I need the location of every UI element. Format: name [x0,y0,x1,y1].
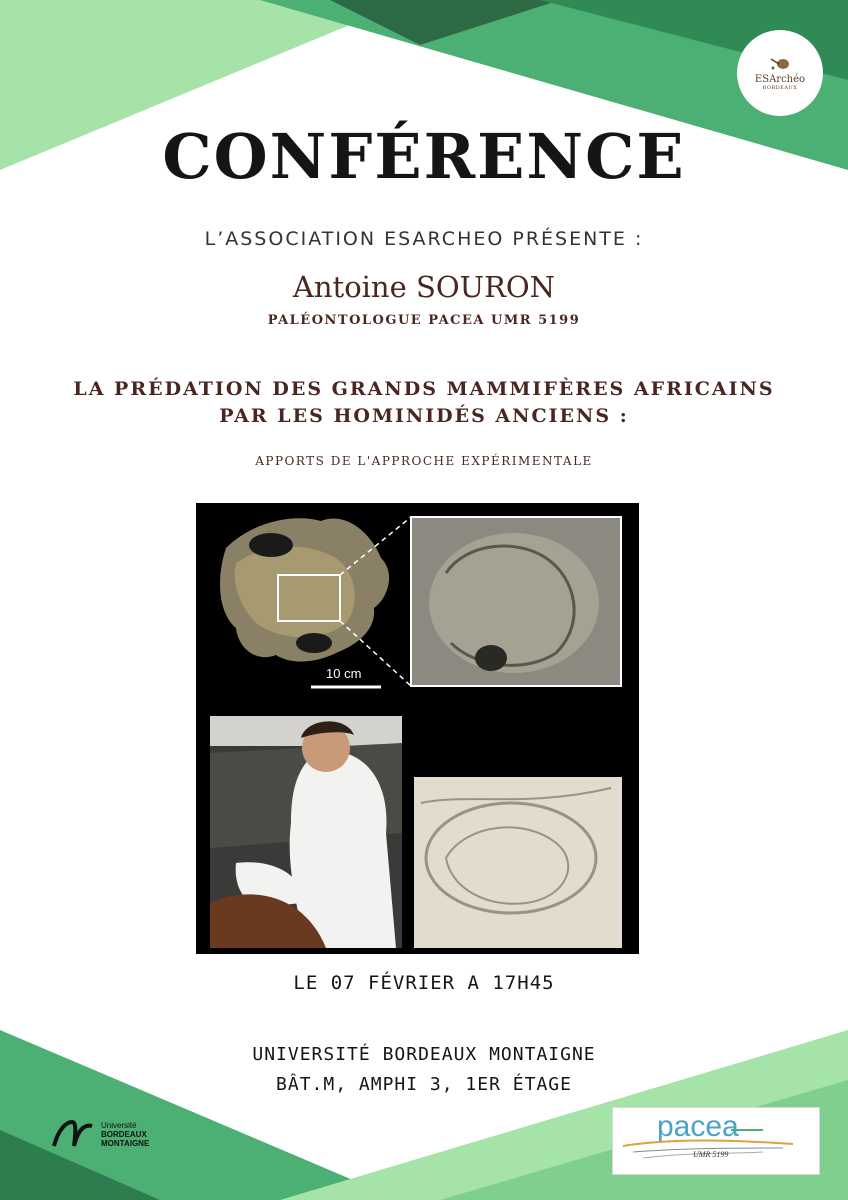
skull-photo [220,517,411,687]
esarcheo-logo [737,30,823,116]
bone-closeup-photo [411,517,621,686]
esarcheo-logo-city: BORDEAUX [762,84,798,91]
pacea-swoosh-icon [613,1108,819,1174]
speaker-role: PALÉONTOLOGUE PACEA UMR 5199 [267,313,581,328]
talk-title [0,376,848,430]
university-logo-line-2: BORDEAUX [101,1129,147,1139]
university-logo-line-3: MONTAIGNE [101,1138,150,1148]
pacea-logo-name: pacea [657,1110,739,1143]
esarcheo-logo-name: ESArchéo [754,73,806,85]
speaker-name: Antoine SOURON [292,270,556,304]
pacea-logo-umr: UMR 5199 [693,1150,729,1159]
university-logo [52,1117,192,1151]
talk-title-line-1: LA PRÉDATION DES GRANDS MAMMIFÈRES AFRICAINS [73,378,775,400]
experiment-photo [210,716,402,948]
venue-line-2: BÂT.M, AMPHI 3, 1ER ÉTAGE [276,1074,572,1095]
photo-panel [196,503,639,954]
university-logo-line-1: Université [101,1120,137,1130]
talk-title-line-2: PAR LES HOMINIDÉS ANCIENS : [219,405,629,427]
scale-bar-label: 10 cm [326,666,362,681]
trowel-icon [769,56,791,72]
experimental-bone-photo [414,777,622,948]
talk-subtitle: APPORTS DE L'APPROCHE EXPÉRIMENTALE [255,454,593,468]
pacea-logo [612,1107,820,1175]
event-date: LE 07 FÉVRIER A 17H45 [293,972,555,994]
venue-line-1: UNIVERSITÉ BORDEAUX MONTAIGNE [252,1044,596,1065]
page-title: CONFÉRENCE [162,120,686,193]
event-venue [0,1040,848,1100]
presenter-line: L’ASSOCIATION ESARCHEO PRÉSENTE : [204,228,644,250]
university-mark-icon [52,1120,96,1148]
